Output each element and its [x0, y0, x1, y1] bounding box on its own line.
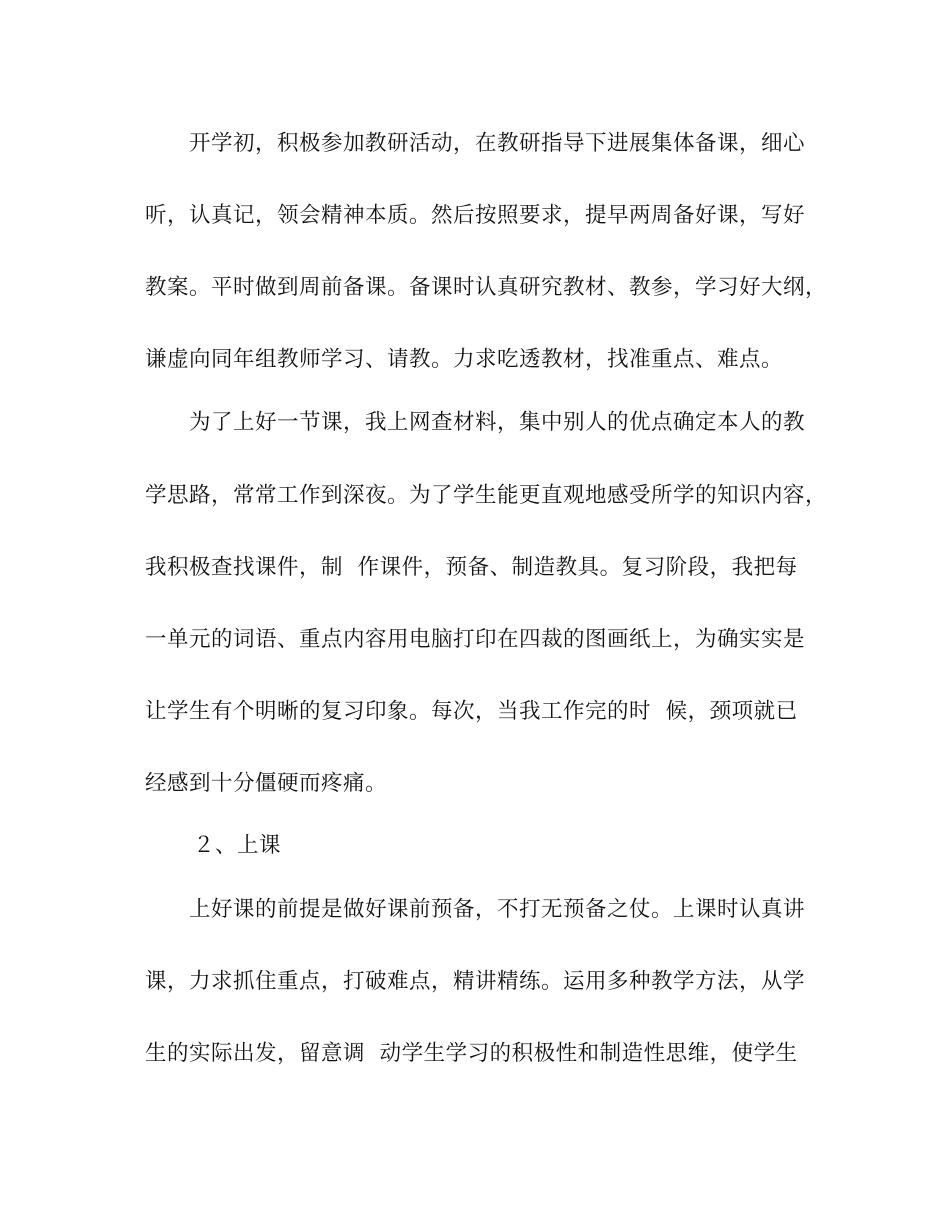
paragraph-line: 让学生有个明晰的复习印象。每次，当我工作完的时 候，颈项就已	[145, 699, 798, 724]
paragraph-line: 教案。平时做到周前备课。备课时认真研究教材、教参，学习好大纲，	[145, 275, 828, 300]
paragraph-line: 开学初，积极参加教研活动，在教研指导下进展集体备课，细心	[189, 131, 806, 156]
paragraph-line: 我积极查找课件，制 作课件，预备、制造教具。复习阶段，我把每	[145, 555, 798, 580]
paragraph-line: 学思路，常常工作到深夜。为了学生能更直观地感受所学的知识内容，	[145, 483, 828, 508]
paragraph-line: 生的实际出发，留意调 动学生学习的积极性和制造性思维，使学生	[145, 1041, 798, 1066]
paragraph-line: 一单元的词语、重点内容用电脑打印在四裁的图画纸上，为确实实是	[145, 627, 806, 652]
paragraph-line: 为了上好一节课，我上网查材料，集中别人的优点确定本人的教	[189, 410, 806, 435]
paragraph-line: 谦虚向同年组教师学习、请教。力求吃透教材，找准重点、难点。	[145, 347, 784, 372]
paragraph-line: 听，认真记，领会精神本质。然后按照要求，提早两周备好课，写好	[145, 203, 806, 228]
paragraph-line: 上好课的前提是做好课前预备，不打无预备之仗。上课时认真讲	[189, 897, 806, 922]
section-heading: ２、上课	[193, 833, 282, 858]
paragraph-line: 课，力求抓住重点，打破难点，精讲精练。运用多种教学方法，从学	[145, 969, 806, 994]
paragraph-line: 经感到十分僵硬而疼痛。	[145, 771, 388, 796]
